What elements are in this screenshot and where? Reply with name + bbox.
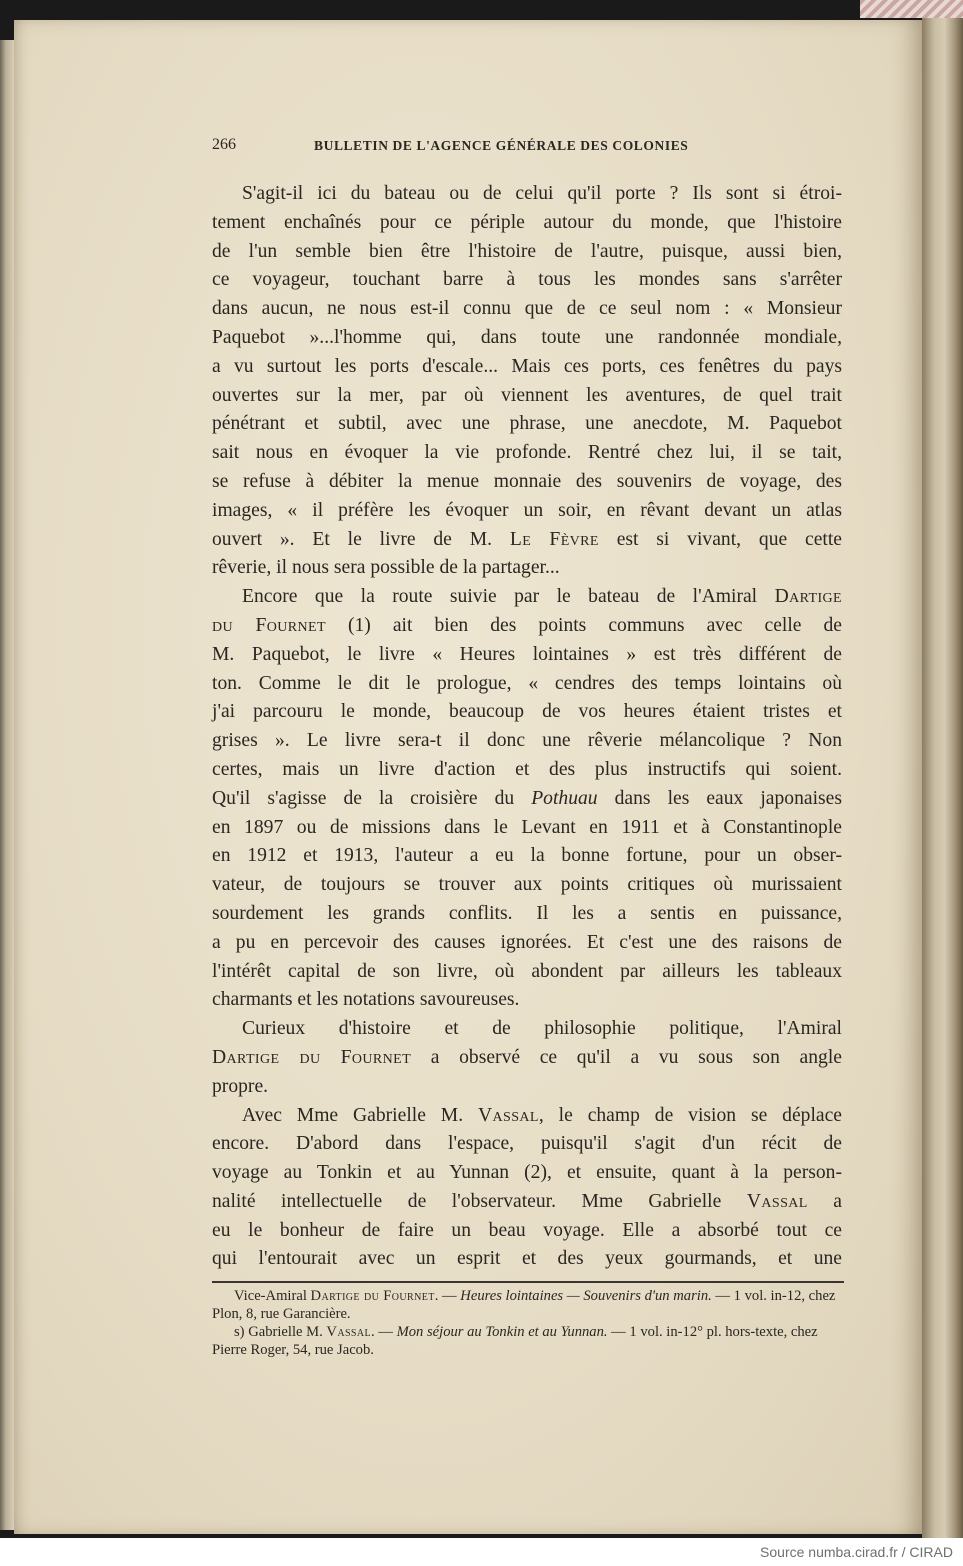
text-line: ouvertes sur la mer, par où viennent les aventures, de quel trait	[212, 384, 842, 406]
body-text	[212, 180, 842, 1274]
text-line	[212, 612, 842, 641]
page-number: 266	[212, 136, 236, 153]
text-line	[212, 1044, 842, 1073]
text-line: ton. Comme le dit le prologue, « cendres des temps lointains où	[212, 672, 842, 694]
text-run: , le champ de vision se déplace	[538, 1104, 842, 1126]
text-run: Avec Mme Gabrielle M.	[242, 1104, 478, 1126]
paragraph-4	[212, 1102, 842, 1275]
text-line: l'intérêt capital de son livre, où abondent par ailleurs les tableaux	[212, 960, 842, 982]
text-run: ouvert ». Et le livre de M.	[212, 528, 510, 550]
text-line: propre.	[212, 1075, 269, 1097]
text-line: certes, mais un livre d'action et des plus instructifs qui soient.	[212, 758, 842, 780]
book-title: Heures lointaines — Souvenirs d'un marin.	[460, 1288, 712, 1304]
text-line: images, « il préfère les évoquer un soir, en rêvant devant un atlas	[212, 499, 842, 521]
text-line: voyage au Tonkin et au Yunnan (2), et ensuite, quant à la person-	[212, 1162, 842, 1184]
text-line: charmants et les notations savoureuses.	[212, 989, 520, 1011]
author-name: du Fournet	[212, 614, 326, 636]
text-line: de l'un semble bien être l'histoire de l'autre, puisque, aussi bien,	[212, 240, 842, 262]
author-name: Dartige du Fournet	[310, 1288, 435, 1304]
text-line	[212, 526, 842, 555]
text-run: est si vivant, que cette	[598, 528, 842, 550]
text-run: . —	[371, 1324, 397, 1340]
text-line	[212, 1188, 842, 1217]
book-spine	[922, 0, 963, 1538]
text-line: eu le bonheur de faire un beau voyage. Elle a absorbé tout ce	[212, 1219, 842, 1241]
text-run: dans les eaux japonaises	[597, 787, 842, 809]
text-line: tement enchaînés pour ce périple autour du monde, que l'histoire	[212, 211, 842, 233]
running-head: BULLETIN DE L'AGENCE GÉNÉRALE DES COLONIES	[314, 138, 689, 153]
author-name: Dartige	[774, 586, 842, 608]
text-line: en 1897 ou de missions dans le Levant en 1911 et à Constantinople	[212, 816, 842, 838]
source-credit: Source numba.cirad.fr / CIRAD	[760, 1544, 953, 1560]
text-line: Paquebot »...l'homme qui, dans toute une randonnée mondiale,	[212, 326, 842, 348]
text-line: a pu en percevoir des causes ignorées. Et c'est une des raisons de	[212, 931, 842, 953]
text-line: vateur, de toujours se trouver aux points critiques où murissaient	[212, 874, 842, 896]
text-run: . —	[434, 1288, 461, 1304]
text-run: s) Gabrielle M.	[234, 1324, 327, 1340]
binding-tape	[860, 0, 963, 18]
text-run: nalité intellectuelle de l'observateur. Mme Gabrielle	[212, 1190, 747, 1212]
text-line: M. Paquebot, le livre « Heures lointaines » est très différent de	[212, 643, 842, 665]
text-run: a	[807, 1190, 842, 1212]
author-name: Dartige du Fournet	[212, 1046, 412, 1068]
text-run: Vice-Amiral	[234, 1288, 311, 1304]
footnotes	[212, 1287, 842, 1359]
text-line: dans aucun, ne nous est-il connu que de ce seul nom : « Monsieur	[212, 298, 842, 320]
text-run: a observé ce qu'il a vu sous son angle	[411, 1046, 842, 1068]
text-line: j'ai parcouru le monde, beaucoup de vos heures étaient tristes et	[212, 701, 842, 723]
paragraph-2	[212, 583, 842, 1015]
paragraph-1	[212, 180, 842, 583]
text-run: (1) ait bien des points communs avec celle de	[325, 614, 842, 636]
author-name: Vassal	[746, 1190, 808, 1212]
text-line: S'agit-il ici du bateau ou de celui qu'il porte ? Ils sont si étroi-	[242, 183, 842, 204]
text-line: sait nous en évoquer la vie profonde. Rentré chez lui, il se tait,	[212, 442, 842, 464]
text-line: ce voyageur, touchant barre à tous les mondes sans s'arrêter	[212, 269, 842, 291]
text-run: — 1 vol. in-12° pl. hors-texte, chez Pierre Roger, 54, rue Jacob.	[212, 1324, 818, 1358]
author-name: Le Fèvre	[509, 528, 599, 550]
text-line: sourdement les grands conflits. Il les a sentis en puissance,	[212, 902, 842, 924]
text-line: Curieux d'histoire et de philosophie politique, l'Amiral	[242, 1018, 842, 1040]
text-line: a vu surtout les ports d'escale... Mais ces ports, ces fenêtres du pays	[212, 355, 842, 377]
text-line	[212, 583, 842, 612]
text-line: qui l'entourait avec un esprit et des yeux gourmands, et une	[212, 1248, 842, 1270]
footnote-2	[212, 1323, 842, 1359]
text-line: en 1912 et 1913, l'auteur a eu la bonne fortune, pour un obser-	[212, 845, 842, 867]
text-run: — 1 vol. in-12, chez Plon, 8, rue Garancière.	[212, 1288, 836, 1322]
paragraph-3	[212, 1015, 842, 1101]
footnote-divider	[212, 1281, 844, 1283]
text-run: Qu'il s'agisse de la croisière du	[212, 787, 532, 809]
text-line: grises ». Le livre sera-t il donc une rêverie mélancolique ? Non	[212, 730, 842, 752]
text-line: se refuse à débiter la menue monnaie des souvenirs de voyage, des	[212, 470, 842, 492]
ship-name: Pothuau	[531, 787, 598, 809]
author-name: Vassal	[477, 1104, 539, 1126]
text-line: rêverie, il nous sera possible de la partager...	[212, 557, 560, 579]
book-title: Mon séjour au Tonkin et au Yunnan.	[396, 1324, 608, 1340]
text-line	[212, 1102, 842, 1131]
text-run: Encore que la route suivie par le bateau de l'Amiral	[242, 586, 775, 608]
page-header	[212, 136, 842, 158]
footnote-1	[212, 1287, 842, 1323]
text-line	[212, 785, 842, 814]
book-page-edges	[0, 40, 14, 1530]
text-line: pénétrant et subtil, avec une phrase, une anecdote, M. Paquebot	[212, 413, 842, 435]
text-line: encore. D'abord dans l'espace, puisqu'il s'agit d'un récit de	[212, 1133, 842, 1155]
author-name: Vassal	[326, 1324, 372, 1340]
